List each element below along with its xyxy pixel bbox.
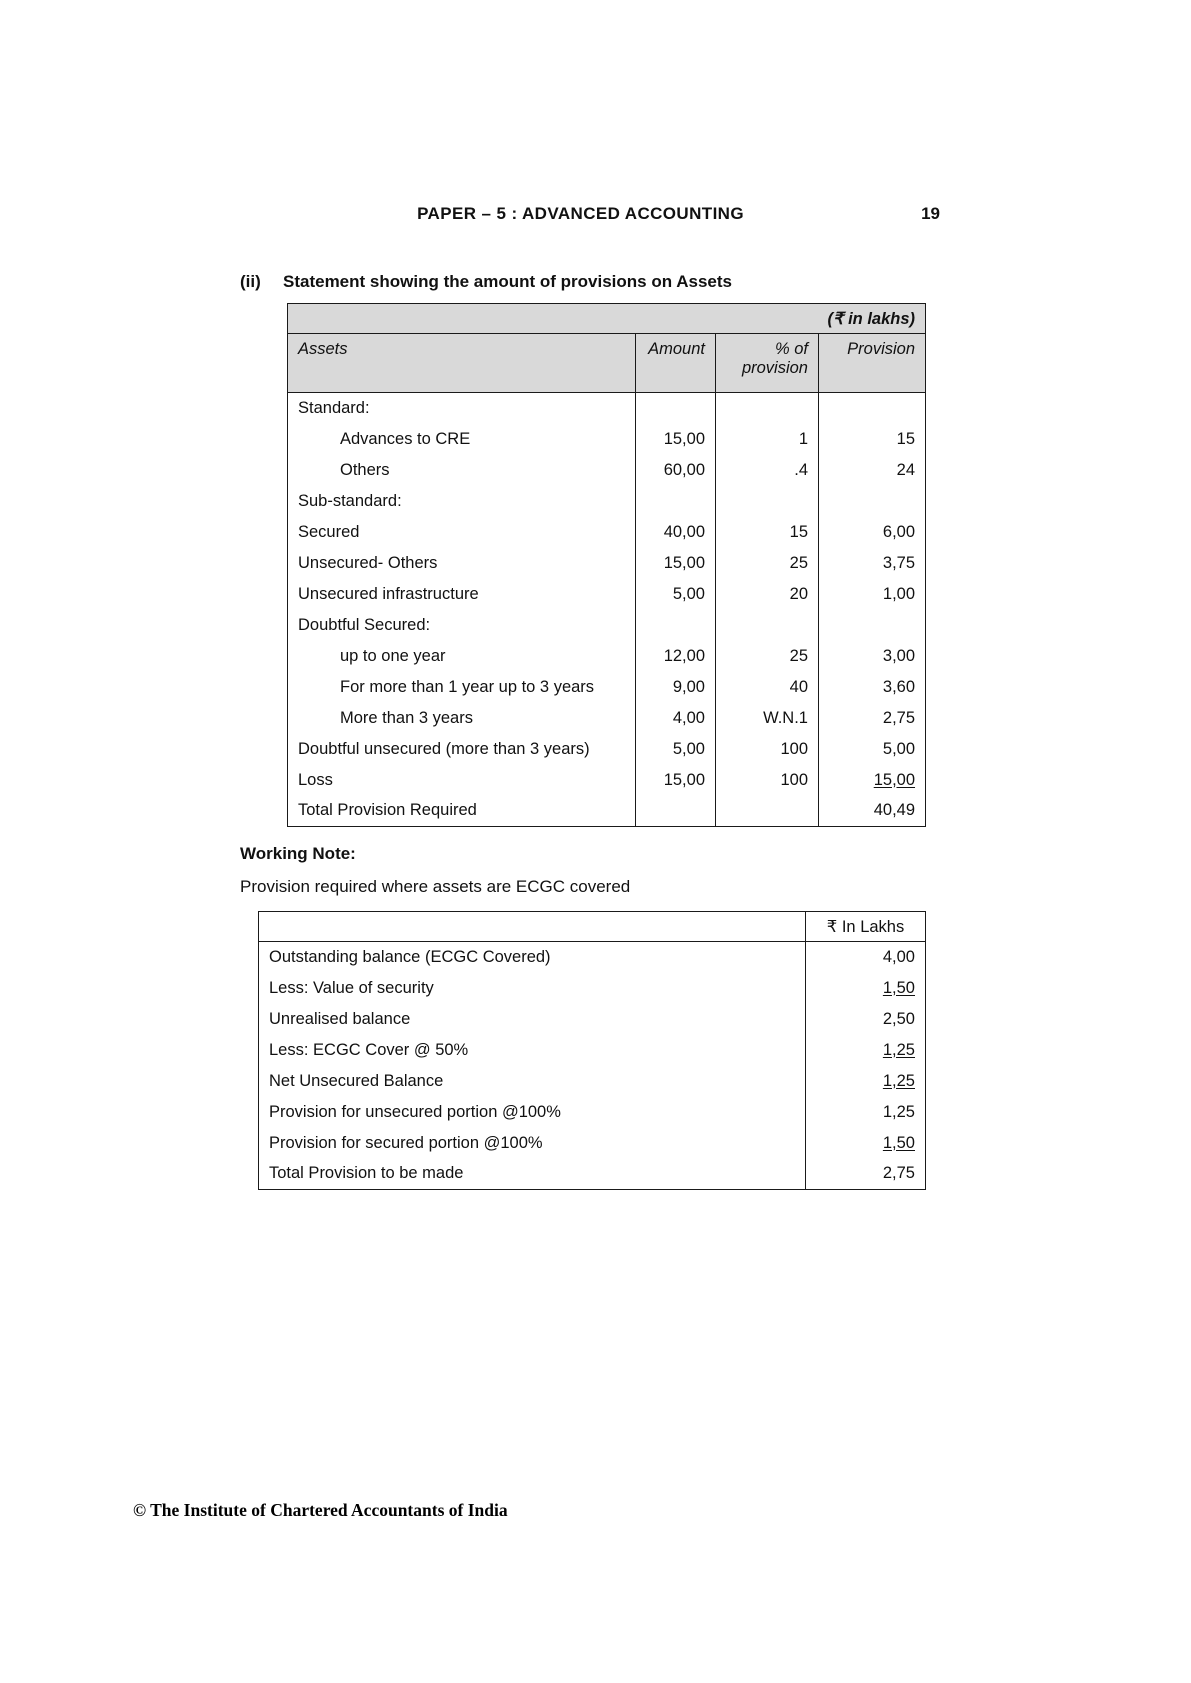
value-cell	[806, 1035, 926, 1066]
provision-cell: 3,60	[819, 672, 926, 703]
amount-cell: 15,00	[636, 765, 716, 796]
table-row	[259, 1097, 926, 1128]
value-cell: 2,50	[806, 1004, 926, 1035]
col-header-provision: Provision	[819, 334, 926, 393]
table-row	[288, 424, 926, 455]
pct-cell	[716, 610, 819, 641]
provision-cell	[819, 486, 926, 517]
pct-cell: W.N.1	[716, 703, 819, 734]
col-header-pct-of-provision: % of provision	[716, 334, 819, 393]
provision-cell: 15	[819, 424, 926, 455]
amount-cell	[636, 393, 716, 424]
underlined-value: 1,25	[882, 1040, 915, 1059]
amount-cell	[636, 610, 716, 641]
asset-cell: Loss	[298, 770, 333, 789]
value-cell	[806, 1128, 926, 1159]
amount-cell: 12,00	[636, 641, 716, 672]
table-row	[288, 734, 926, 765]
value-cell: 4,00	[806, 942, 926, 973]
asset-cell: Others	[340, 460, 390, 479]
label-cell: Less: Value of security	[269, 978, 434, 997]
table-banner-row	[288, 304, 926, 334]
table-row	[259, 1004, 926, 1035]
page-header	[240, 204, 940, 224]
label-cell: Provision for secured portion @100%	[269, 1133, 543, 1152]
provision-cell: 5,00	[819, 734, 926, 765]
table-total-row	[259, 1159, 926, 1190]
table-row	[288, 641, 926, 672]
pct-cell: 15	[716, 517, 819, 548]
empty-header-cell	[259, 912, 806, 942]
table-row	[288, 765, 926, 796]
asset-cell: Doubtful Secured:	[298, 615, 431, 634]
underlined-value: 15,00	[873, 770, 916, 789]
value-cell	[806, 1066, 926, 1097]
amount-cell	[636, 796, 716, 827]
provision-cell	[819, 393, 926, 424]
pct-cell: .4	[716, 455, 819, 486]
asset-cell: Standard:	[298, 398, 370, 417]
amount-cell: 15,00	[636, 424, 716, 455]
provision-cell: 24	[819, 455, 926, 486]
table-header-row	[259, 912, 926, 942]
asset-cell: Unsecured- Others	[298, 553, 438, 572]
table-row	[259, 1035, 926, 1066]
amount-cell: 40,00	[636, 517, 716, 548]
pct-cell: 40	[716, 672, 819, 703]
asset-cell: For more than 1 year up to 3 years	[340, 677, 595, 696]
table-row	[288, 610, 926, 641]
amount-cell: 15,00	[636, 548, 716, 579]
page-content	[240, 204, 940, 1190]
table-row	[259, 973, 926, 1004]
asset-cell: Sub-standard:	[298, 491, 402, 510]
table-row	[288, 703, 926, 734]
value-cell: 1,25	[806, 1097, 926, 1128]
value-cell	[806, 973, 926, 1004]
pct-cell: 25	[716, 548, 819, 579]
table-header-row	[288, 334, 926, 393]
pct-cell: 100	[716, 765, 819, 796]
section-heading	[240, 272, 940, 292]
underlined-value: 1,50	[882, 1133, 915, 1152]
table-row	[288, 393, 926, 424]
asset-cell: More than 3 years	[340, 708, 473, 727]
label-cell: Provision for unsecured portion @100%	[269, 1102, 561, 1121]
pct-cell: 100	[716, 734, 819, 765]
amount-cell: 5,00	[636, 734, 716, 765]
table-row	[259, 942, 926, 973]
label-cell: Unrealised balance	[269, 1009, 411, 1028]
pct-cell	[716, 486, 819, 517]
amount-cell: 5,00	[636, 579, 716, 610]
amount-cell	[636, 486, 716, 517]
pct-cell: 25	[716, 641, 819, 672]
provision-cell: 2,75	[819, 703, 926, 734]
provision-cell: 3,00	[819, 641, 926, 672]
label-cell: Total Provision to be made	[269, 1164, 464, 1183]
amount-cell: 60,00	[636, 455, 716, 486]
table-row	[288, 455, 926, 486]
asset-cell: Total Provision Required	[298, 801, 477, 820]
col-header-assets: Assets	[288, 334, 636, 393]
ecgc-working-table	[258, 911, 926, 1190]
table-row	[259, 1128, 926, 1159]
label-cell: Less: ECGC Cover @ 50%	[269, 1040, 469, 1059]
working-note-subtitle: Provision required where assets are ECGC covered	[240, 877, 631, 896]
asset-cell: Unsecured infrastructure	[298, 584, 479, 603]
pct-cell	[716, 796, 819, 827]
currency-note: (₹ in lakhs)	[288, 304, 926, 334]
asset-cell: Secured	[298, 522, 360, 541]
underlined-value: 1,25	[882, 1071, 915, 1090]
table-total-row	[288, 796, 926, 827]
copyright-footer: © The Institute of Chartered Accountants of India	[133, 1500, 508, 1520]
table-row	[288, 548, 926, 579]
header-title: PAPER – 5 : ADVANCED ACCOUNTING	[417, 204, 744, 223]
table-row	[288, 672, 926, 703]
section-label: (ii)	[240, 272, 261, 291]
label-cell: Net Unsecured Balance	[269, 1071, 444, 1090]
provision-cell: 1,00	[819, 579, 926, 610]
amount-cell: 9,00	[636, 672, 716, 703]
col-header-lakhs: ₹ In Lakhs	[806, 912, 926, 942]
pct-cell: 1	[716, 424, 819, 455]
pct-cell	[716, 393, 819, 424]
asset-cell: Advances to CRE	[340, 429, 471, 448]
provision-cell: 40,49	[819, 796, 926, 827]
table-row	[288, 486, 926, 517]
table-row	[259, 1066, 926, 1097]
col-header-amount: Amount	[636, 334, 716, 393]
label-cell: Outstanding balance (ECGC Covered)	[269, 947, 551, 966]
asset-cell: up to one year	[340, 646, 446, 665]
asset-cell: Doubtful unsecured (more than 3 years)	[298, 739, 590, 758]
section-title: Statement showing the amount of provisions on Assets	[283, 272, 732, 291]
pct-cell: 20	[716, 579, 819, 610]
working-note-title: Working Note:	[240, 844, 356, 863]
table-row	[288, 579, 926, 610]
page-number: 19	[921, 204, 940, 223]
table-row	[288, 517, 926, 548]
provision-cell: 3,75	[819, 548, 926, 579]
amount-cell: 4,00	[636, 703, 716, 734]
provision-cell	[819, 610, 926, 641]
value-cell: 2,75	[806, 1159, 926, 1190]
provisions-table	[287, 303, 926, 827]
provision-cell: 6,00	[819, 517, 926, 548]
provision-cell	[819, 765, 926, 796]
underlined-value: 1,50	[882, 978, 915, 997]
